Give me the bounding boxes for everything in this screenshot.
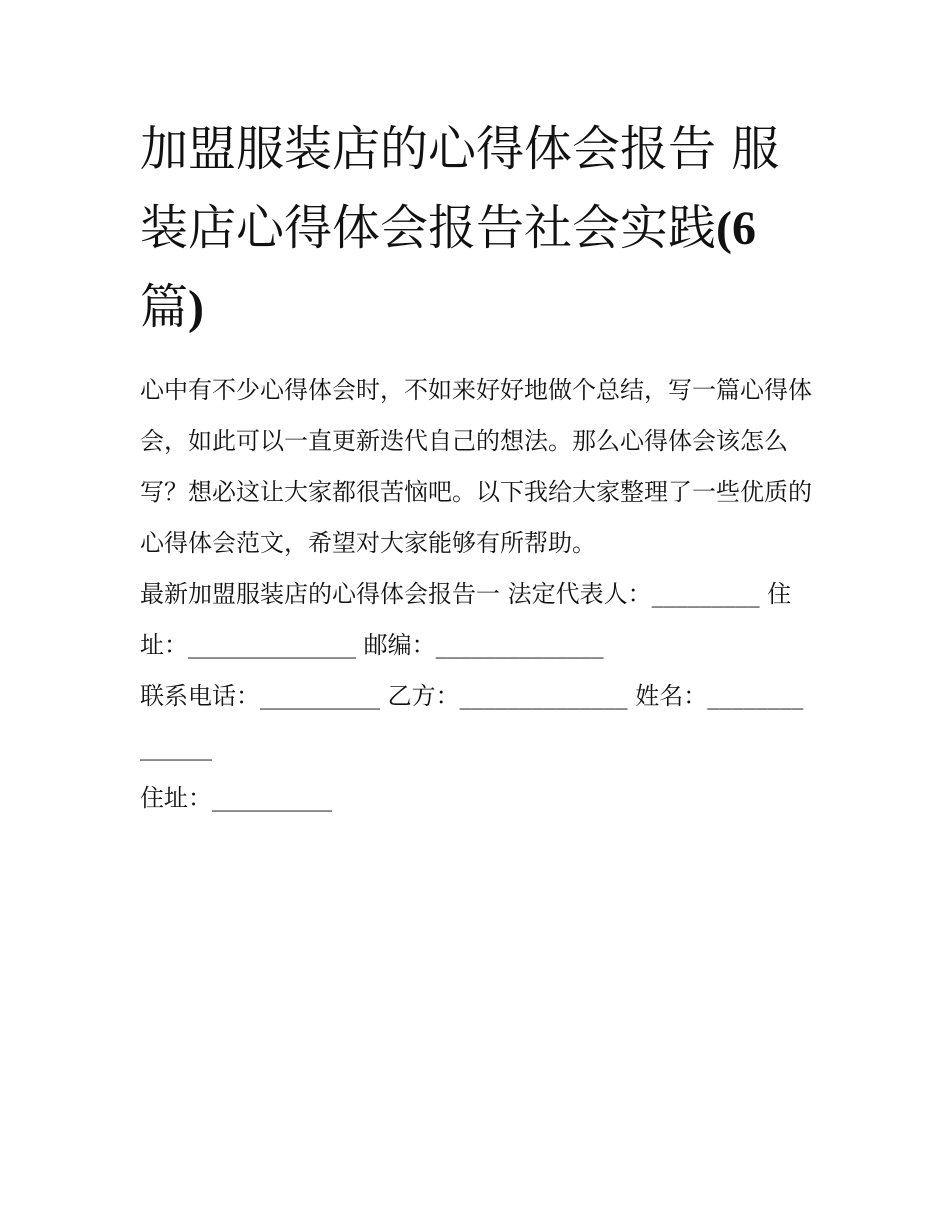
document-page: [140, 110, 812, 824]
contract-party-b-line: 联系电话：__________ 乙方：______________ 姓名：______________: [140, 682, 804, 761]
document-title: [140, 110, 812, 347]
title-count-close: ): [188, 281, 204, 334]
title-text-main: 加盟服装店的心得体会报告 服装店心得体会报告社会实践: [140, 121, 780, 256]
intro-paragraph: 心中有不少心得体会时，不如来好好地做个总结，写一篇心得体会，如此可以一直更新迭代自己的想法。那么心得体会该怎么写？想必这让大家都很苦恼吧。以下我给大家整理了一些优质的心得体会范文，希望对大家能够有所帮助。: [140, 376, 812, 557]
contract-party-a-line: 最新加盟服装店的心得体会报告一 法定代表人：_________ 住址：______________ 邮编：______________: [140, 580, 792, 659]
contract-address-line: 住址：__________: [140, 784, 332, 812]
title-count-open: (6: [716, 202, 756, 255]
title-count-unit: 篇: [140, 279, 189, 335]
